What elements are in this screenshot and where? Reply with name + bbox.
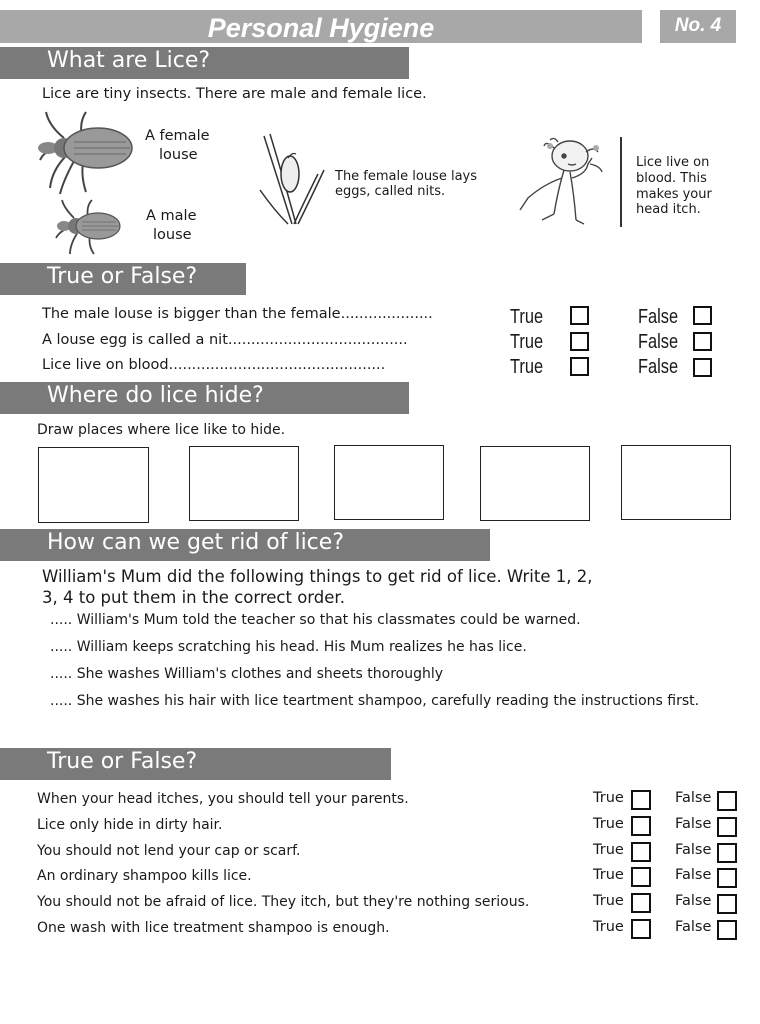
tf1-false-label-2: False (638, 331, 679, 353)
tf2-true-label-4: True (593, 867, 624, 883)
female-louse-label-line1: A female (145, 128, 210, 144)
tf1-false-checkbox-3[interactable] (693, 358, 712, 377)
tf2-statement-5: You should not be afraid of lice. They itch, but they're nothing serious. (37, 894, 530, 910)
nits-text-line1: The female louse lays (335, 169, 478, 184)
blood-text-line2: blood. This (636, 171, 707, 186)
drawing-box-5[interactable] (621, 445, 731, 520)
tf2-false-label-3: False (675, 842, 712, 858)
ordering-item-3: ..... She washes William's clothes and sheets thoroughly (50, 666, 444, 682)
tf2-true-checkbox-3[interactable] (631, 842, 651, 862)
tf1-statement-2: A louse egg is called a nit....................................... (42, 332, 408, 348)
tf1-true-label-3: True (510, 356, 544, 378)
drawing-box-3[interactable] (334, 445, 444, 520)
tf2-true-label-5: True (593, 893, 624, 909)
female-louse-illustration (34, 108, 138, 198)
worksheet-number: No. 4 (674, 15, 722, 36)
tf2-false-checkbox-3[interactable] (717, 843, 737, 863)
divider-line (620, 137, 622, 227)
male-louse-label-line1: A male (146, 208, 197, 224)
ordering-instruction-line2: 3, 4 to put them in the correct order. (42, 588, 345, 607)
worksheet-number-box (660, 10, 736, 43)
ordering-instruction-line1: William's Mum did the following things to get rid of lice. Write 1, 2, (42, 567, 593, 586)
tf1-statement-3: Lice live on blood............................................... (42, 357, 386, 373)
tf2-true-label-6: True (593, 919, 624, 935)
tf2-true-checkbox-4[interactable] (631, 867, 651, 887)
tf1-false-checkbox-2[interactable] (693, 332, 712, 351)
drawing-box-4[interactable] (480, 446, 590, 521)
intro-text: Lice are tiny insects. There are male and female lice. (42, 86, 427, 102)
ordering-item-2: ..... William keeps scratching his head. His Mum realizes he has lice. (50, 639, 527, 655)
tf2-true-label-1: True (593, 790, 624, 806)
section-heading-text: What are Lice? (47, 48, 211, 73)
tf2-true-label-2: True (593, 816, 624, 832)
section-heading-get-rid-of-lice (0, 529, 490, 561)
tf1-false-label-3: False (638, 356, 679, 378)
blood-text-line4: head itch. (636, 202, 701, 217)
section-heading-where-do-lice-hide (0, 382, 409, 414)
tf1-false-label-1: False (638, 306, 679, 328)
tf2-true-checkbox-5[interactable] (631, 893, 651, 913)
tf2-false-checkbox-6[interactable] (717, 920, 737, 940)
section-heading-true-or-false-1 (0, 263, 246, 295)
female-louse-label-line2: louse (159, 147, 198, 163)
blood-text-line1: Lice live on (636, 155, 710, 170)
tf2-false-checkbox-1[interactable] (717, 791, 737, 811)
tf2-false-checkbox-5[interactable] (717, 894, 737, 914)
tf2-true-checkbox-6[interactable] (631, 919, 651, 939)
title-bar (0, 10, 642, 43)
ordering-item-1: ..... William's Mum told the teacher so that his classmates could be warned. (50, 612, 581, 628)
drawing-box-1[interactable] (38, 447, 149, 523)
tf1-false-checkbox-1[interactable] (693, 306, 712, 325)
tf2-false-label-5: False (675, 893, 712, 909)
section-heading-what-are-lice (0, 47, 409, 79)
tf2-statement-3: You should not lend your cap or scarf. (37, 843, 301, 859)
tf2-false-label-6: False (675, 919, 712, 935)
blood-text-line3: makes your (636, 187, 712, 202)
tf1-true-checkbox-1[interactable] (570, 306, 589, 325)
tf1-true-checkbox-2[interactable] (570, 332, 589, 351)
drawing-box-2[interactable] (189, 446, 299, 521)
tf1-statement-1: The male louse is bigger than the female.................... (42, 306, 433, 322)
section-heading-text: True or False? (47, 749, 198, 774)
tf2-false-label-1: False (675, 790, 712, 806)
tf2-statement-1: When your head itches, you should tell your parents. (37, 791, 409, 807)
tf1-true-label-2: True (510, 331, 544, 353)
tf2-statement-4: An ordinary shampoo kills lice. (37, 868, 252, 884)
section-heading-true-or-false-2 (0, 748, 391, 780)
tf1-true-checkbox-3[interactable] (570, 357, 589, 376)
section-heading-text: How can we get rid of lice? (47, 530, 344, 555)
page-title: Personal Hygiene (207, 13, 435, 43)
boy-scratching-head-illustration (514, 134, 614, 226)
draw-instruction: Draw places where lice like to hide. (37, 422, 286, 438)
tf2-false-checkbox-4[interactable] (717, 868, 737, 888)
nit-on-hair-illustration (258, 130, 328, 226)
male-louse-label-line2: louse (153, 227, 192, 243)
nits-text-line2: eggs, called nits. (335, 184, 446, 199)
ordering-item-4: ..... She washes his hair with lice teartment shampoo, carefully reading the instructions first. (50, 693, 700, 709)
section-heading-text: Where do lice hide? (47, 383, 264, 408)
tf2-statement-2: Lice only hide in dirty hair. (37, 817, 223, 833)
tf2-true-checkbox-2[interactable] (631, 816, 651, 836)
section-heading-text: True or False? (47, 264, 198, 289)
tf1-true-label-1: True (510, 306, 544, 328)
tf2-false-label-2: False (675, 816, 712, 832)
tf2-true-label-3: True (593, 842, 624, 858)
tf2-true-checkbox-1[interactable] (631, 790, 651, 810)
male-louse-illustration (52, 198, 124, 256)
tf2-statement-6: One wash with lice treatment shampoo is enough. (37, 920, 390, 936)
tf2-false-checkbox-2[interactable] (717, 817, 737, 837)
tf2-false-label-4: False (675, 867, 712, 883)
